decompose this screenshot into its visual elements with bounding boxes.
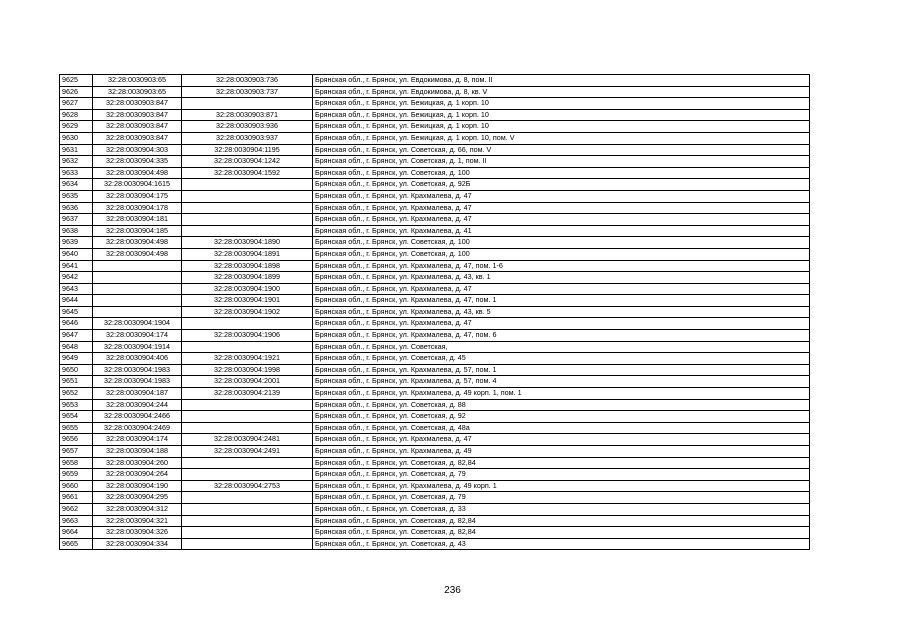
table-row: [60, 503, 810, 515]
cadastral-number-cell: 32:28:0030904:1592: [182, 167, 313, 179]
parent-cadastral-cell: 32:28:0030904:312: [93, 503, 182, 515]
cadastral-number-cell: [182, 179, 313, 191]
table-row: [60, 446, 810, 458]
row-number-cell: 9642: [60, 272, 93, 284]
address-cell: Брянская обл., г. Брянск, ул. Евдокимова, д. 8, кв. V: [313, 86, 810, 98]
cadastral-number-cell: 32:28:0030904:1902: [182, 306, 313, 318]
cadastral-number-cell: [182, 190, 313, 202]
cadastral-number-cell: [182, 411, 313, 423]
parent-cadastral-cell: [93, 272, 182, 284]
row-number-cell: 9661: [60, 492, 93, 504]
table-row: [60, 248, 810, 260]
parent-cadastral-cell: 32:28:0030904:406: [93, 353, 182, 365]
table-row: [60, 190, 810, 202]
parent-cadastral-cell: 32:28:0030904:1983: [93, 364, 182, 376]
row-number-cell: 9638: [60, 225, 93, 237]
parent-cadastral-cell: 32:28:0030903:847: [93, 109, 182, 121]
table-row: [60, 422, 810, 434]
parent-cadastral-cell: 32:28:0030904:244: [93, 399, 182, 411]
address-cell: Брянская обл., г. Брянск, ул. Крахмалева, д. 43, кв. 1: [313, 272, 810, 284]
parent-cadastral-cell: 32:28:0030904:498: [93, 237, 182, 249]
table-row: [60, 86, 810, 98]
parent-cadastral-cell: 32:28:0030904:334: [93, 538, 182, 550]
cadastral-number-cell: 32:28:0030903:736: [182, 75, 313, 87]
row-number-cell: 9641: [60, 260, 93, 272]
address-cell: Брянская обл., г. Брянск, ул. Бежицкая, д. 1 корп. 10: [313, 121, 810, 133]
parent-cadastral-cell: 32:28:0030904:295: [93, 492, 182, 504]
address-cell: Брянская обл., г. Брянск, ул. Крахмалева, д. 49 корп. 1: [313, 480, 810, 492]
parent-cadastral-cell: 32:28:0030904:190: [93, 480, 182, 492]
row-number-cell: 9644: [60, 295, 93, 307]
table-row: [60, 156, 810, 168]
row-number-cell: 9658: [60, 457, 93, 469]
address-cell: Брянская обл., г. Брянск, ул. Крахмалева, д. 47: [313, 434, 810, 446]
row-number-cell: 9657: [60, 446, 93, 458]
address-cell: Брянская обл., г. Брянск, ул. Евдокимова, д. 8, пом. II: [313, 75, 810, 87]
address-cell: Брянская обл., г. Брянск, ул. Крахмалева, д. 47: [313, 214, 810, 226]
address-cell: Брянская обл., г. Брянск, ул. Советская, д. 79: [313, 492, 810, 504]
address-cell: Брянская обл., г. Брянск, ул. Советская, д. 100: [313, 237, 810, 249]
cadastral-number-cell: [182, 422, 313, 434]
parent-cadastral-cell: 32:28:0030903:847: [93, 121, 182, 133]
parent-cadastral-cell: 32:28:0030904:187: [93, 388, 182, 400]
row-number-cell: 9655: [60, 422, 93, 434]
table-row: [60, 167, 810, 179]
table-row: [60, 376, 810, 388]
table-row: [60, 225, 810, 237]
cadastral-number-cell: 32:28:0030904:1898: [182, 260, 313, 272]
address-cell: Брянская обл., г. Брянск, ул. Советская, д. 92: [313, 411, 810, 423]
parent-cadastral-cell: 32:28:0030903:65: [93, 75, 182, 87]
table-row: [60, 214, 810, 226]
row-number-cell: 9627: [60, 98, 93, 110]
parent-cadastral-cell: [93, 306, 182, 318]
parent-cadastral-cell: 32:28:0030904:1983: [93, 376, 182, 388]
parent-cadastral-cell: 32:28:0030904:326: [93, 527, 182, 539]
cadastral-number-cell: [182, 341, 313, 353]
parent-cadastral-cell: 32:28:0030903:65: [93, 86, 182, 98]
table-row: [60, 75, 810, 87]
cadastral-number-cell: 32:28:0030904:2491: [182, 446, 313, 458]
parent-cadastral-cell: 32:28:0030904:174: [93, 330, 182, 342]
address-cell: Брянская обл., г. Брянск, ул. Советская, д. 43: [313, 538, 810, 550]
parent-cadastral-cell: 32:28:0030904:185: [93, 225, 182, 237]
row-number-cell: 9640: [60, 248, 93, 260]
row-number-cell: 9636: [60, 202, 93, 214]
row-number-cell: 9664: [60, 527, 93, 539]
table-row: [60, 527, 810, 539]
address-cell: Брянская обл., г. Брянск, ул. Советская, д. 88: [313, 399, 810, 411]
cadastral-number-cell: [182, 399, 313, 411]
table-row: [60, 283, 810, 295]
row-number-cell: 9637: [60, 214, 93, 226]
cadastral-number-cell: [182, 318, 313, 330]
row-number-cell: 9625: [60, 75, 93, 87]
address-cell: Брянская обл., г. Брянск, ул. Советская, д. 82,84: [313, 515, 810, 527]
row-number-cell: 9648: [60, 341, 93, 353]
page-number: 236: [444, 585, 461, 596]
cadastral-number-cell: 32:28:0030904:2481: [182, 434, 313, 446]
row-number-cell: 9639: [60, 237, 93, 249]
table-row: [60, 480, 810, 492]
cadastral-number-cell: [182, 214, 313, 226]
table-row: [60, 538, 810, 550]
cadastral-number-cell: [182, 527, 313, 539]
address-cell: Брянская обл., г. Брянск, ул. Советская, д. 100: [313, 167, 810, 179]
address-cell: Брянская обл., г. Брянск, ул. Крахмалева, д. 47: [313, 283, 810, 295]
parent-cadastral-cell: 32:28:0030904:335: [93, 156, 182, 168]
cadastral-number-cell: 32:28:0030904:1899: [182, 272, 313, 284]
cadastral-number-cell: 32:28:0030904:2139: [182, 388, 313, 400]
table-row: [60, 132, 810, 144]
table-row: [60, 330, 810, 342]
address-cell: Брянская обл., г. Брянск, ул. Бежицкая, д. 1 корп. 10, пом. V: [313, 132, 810, 144]
parent-cadastral-cell: [93, 283, 182, 295]
row-number-cell: 9659: [60, 469, 93, 481]
table-row: [60, 515, 810, 527]
address-cell: Брянская обл., г. Брянск, ул. Крахмалева, д. 49: [313, 446, 810, 458]
table-row: [60, 353, 810, 365]
parent-cadastral-cell: 32:28:0030904:188: [93, 446, 182, 458]
row-number-cell: 9660: [60, 480, 93, 492]
cadastral-number-cell: [182, 515, 313, 527]
table-row: [60, 109, 810, 121]
parent-cadastral-cell: 32:28:0030903:847: [93, 132, 182, 144]
row-number-cell: 9645: [60, 306, 93, 318]
property-table: [59, 74, 810, 550]
cadastral-number-cell: 32:28:0030904:1900: [182, 283, 313, 295]
cadastral-number-cell: [182, 503, 313, 515]
row-number-cell: 9628: [60, 109, 93, 121]
cadastral-number-cell: 32:28:0030903:737: [182, 86, 313, 98]
parent-cadastral-cell: [93, 295, 182, 307]
address-cell: Брянская обл., г. Брянск, ул. Советская, д. 66, пом. V: [313, 144, 810, 156]
row-number-cell: 9633: [60, 167, 93, 179]
address-cell: Брянская обл., г. Брянск, ул. Советская, д. 79: [313, 469, 810, 481]
address-cell: Брянская обл., г. Брянск, ул. Советская, д. 45: [313, 353, 810, 365]
table-row: [60, 399, 810, 411]
cadastral-number-cell: 32:28:0030904:1906: [182, 330, 313, 342]
cadastral-number-cell: [182, 457, 313, 469]
parent-cadastral-cell: 32:28:0030904:1615: [93, 179, 182, 191]
address-cell: Брянская обл., г. Брянск, ул. Крахмалева, д. 57, пом. 4: [313, 376, 810, 388]
cadastral-number-cell: 32:28:0030904:1901: [182, 295, 313, 307]
address-cell: Брянская обл., г. Брянск, ул. Крахмалева, д. 41: [313, 225, 810, 237]
address-cell: Брянская обл., г. Брянск, ул. Советская,: [313, 341, 810, 353]
table-row: [60, 179, 810, 191]
parent-cadastral-cell: 32:28:0030904:303: [93, 144, 182, 156]
address-cell: Брянская обл., г. Брянск, ул. Крахмалева, д. 57, пом. 1: [313, 364, 810, 376]
cadastral-number-cell: [182, 202, 313, 214]
table-row: [60, 469, 810, 481]
row-number-cell: 9665: [60, 538, 93, 550]
row-number-cell: 9635: [60, 190, 93, 202]
address-cell: Брянская обл., г. Брянск, ул. Крахмалева, д. 49 корп. 1, пом. 1: [313, 388, 810, 400]
row-number-cell: 9663: [60, 515, 93, 527]
table-row: [60, 306, 810, 318]
parent-cadastral-cell: 32:28:0030904:264: [93, 469, 182, 481]
table-row: [60, 272, 810, 284]
cadastral-number-cell: 32:28:0030904:1195: [182, 144, 313, 156]
cadastral-number-cell: 32:28:0030904:1891: [182, 248, 313, 260]
table-row: [60, 121, 810, 133]
address-cell: Брянская обл., г. Брянск, ул. Крахмалева, д. 47, пом. 1: [313, 295, 810, 307]
parent-cadastral-cell: 32:28:0030904:174: [93, 434, 182, 446]
table-body: [60, 75, 810, 550]
address-cell: Брянская обл., г. Брянск, ул. Бежицкая, д. 1 корп. 10: [313, 98, 810, 110]
table-row: [60, 237, 810, 249]
row-number-cell: 9662: [60, 503, 93, 515]
table-row: [60, 295, 810, 307]
row-number-cell: 9634: [60, 179, 93, 191]
address-cell: Брянская обл., г. Брянск, ул. Крахмалева, д. 43, кв. 5: [313, 306, 810, 318]
cadastral-number-cell: 32:28:0030904:1998: [182, 364, 313, 376]
parent-cadastral-cell: 32:28:0030904:1904: [93, 318, 182, 330]
table-row: [60, 341, 810, 353]
address-cell: Брянская обл., г. Брянск, ул. Крахмалева, д. 47, пом. 1-6: [313, 260, 810, 272]
parent-cadastral-cell: [93, 260, 182, 272]
table-row: [60, 318, 810, 330]
cadastral-number-cell: [182, 492, 313, 504]
row-number-cell: 9630: [60, 132, 93, 144]
row-number-cell: 9646: [60, 318, 93, 330]
address-cell: Брянская обл., г. Брянск, ул. Советская, д. 1, пом. II: [313, 156, 810, 168]
parent-cadastral-cell: 32:28:0030904:498: [93, 167, 182, 179]
address-cell: Брянская обл., г. Брянск, ул. Советская, д. 82,84: [313, 457, 810, 469]
row-number-cell: 9652: [60, 388, 93, 400]
row-number-cell: 9654: [60, 411, 93, 423]
address-cell: Брянская обл., г. Брянск, ул. Крахмалева, д. 47: [313, 190, 810, 202]
parent-cadastral-cell: 32:28:0030904:260: [93, 457, 182, 469]
address-cell: Брянская обл., г. Брянск, ул. Советская, д. 100: [313, 248, 810, 260]
row-number-cell: 9643: [60, 283, 93, 295]
cadastral-number-cell: 32:28:0030903:936: [182, 121, 313, 133]
address-cell: Брянская обл., г. Брянск, ул. Крахмалева, д. 47: [313, 318, 810, 330]
row-number-cell: 9656: [60, 434, 93, 446]
parent-cadastral-cell: 32:28:0030904:498: [93, 248, 182, 260]
cadastral-number-cell: [182, 538, 313, 550]
address-cell: Брянская обл., г. Брянск, ул. Советская, д. 92Б: [313, 179, 810, 191]
table-row: [60, 492, 810, 504]
row-number-cell: 9651: [60, 376, 93, 388]
parent-cadastral-cell: 32:28:0030904:1914: [93, 341, 182, 353]
table-row: [60, 434, 810, 446]
row-number-cell: 9653: [60, 399, 93, 411]
parent-cadastral-cell: 32:28:0030904:2469: [93, 422, 182, 434]
cadastral-number-cell: [182, 469, 313, 481]
table-row: [60, 98, 810, 110]
address-cell: Брянская обл., г. Брянск, ул. Советская, д. 82,84: [313, 527, 810, 539]
cadastral-number-cell: 32:28:0030904:2001: [182, 376, 313, 388]
table-row: [60, 411, 810, 423]
row-number-cell: 9650: [60, 364, 93, 376]
table-row: [60, 144, 810, 156]
parent-cadastral-cell: 32:28:0030904:175: [93, 190, 182, 202]
address-cell: Брянская обл., г. Брянск, ул. Крахмалева, д. 47: [313, 202, 810, 214]
parent-cadastral-cell: 32:28:0030904:2466: [93, 411, 182, 423]
address-cell: Брянская обл., г. Брянск, ул. Советская, д. 33: [313, 503, 810, 515]
parent-cadastral-cell: 32:28:0030903:847: [93, 98, 182, 110]
table-row: [60, 457, 810, 469]
row-number-cell: 9629: [60, 121, 93, 133]
row-number-cell: 9632: [60, 156, 93, 168]
address-cell: Брянская обл., г. Брянск, ул. Бежицкая, д. 1 корп. 10: [313, 109, 810, 121]
table-row: [60, 388, 810, 400]
cadastral-number-cell: 32:28:0030903:937: [182, 132, 313, 144]
row-number-cell: 9626: [60, 86, 93, 98]
cadastral-number-cell: 32:28:0030904:2753: [182, 480, 313, 492]
row-number-cell: 9649: [60, 353, 93, 365]
parent-cadastral-cell: 32:28:0030904:321: [93, 515, 182, 527]
cadastral-number-cell: 32:28:0030904:1242: [182, 156, 313, 168]
row-number-cell: 9631: [60, 144, 93, 156]
address-cell: Брянская обл., г. Брянск, ул. Советская, д. 48а: [313, 422, 810, 434]
parent-cadastral-cell: 32:28:0030904:178: [93, 202, 182, 214]
table-row: [60, 260, 810, 272]
table-row: [60, 364, 810, 376]
cadastral-number-cell: 32:28:0030904:1890: [182, 237, 313, 249]
row-number-cell: 9647: [60, 330, 93, 342]
cadastral-number-cell: [182, 225, 313, 237]
address-cell: Брянская обл., г. Брянск, ул. Крахмалева, д. 47, пом. 6: [313, 330, 810, 342]
table-row: [60, 202, 810, 214]
parent-cadastral-cell: 32:28:0030904:181: [93, 214, 182, 226]
cadastral-number-cell: [182, 98, 313, 110]
cadastral-number-cell: 32:28:0030903:871: [182, 109, 313, 121]
cadastral-number-cell: 32:28:0030904:1921: [182, 353, 313, 365]
